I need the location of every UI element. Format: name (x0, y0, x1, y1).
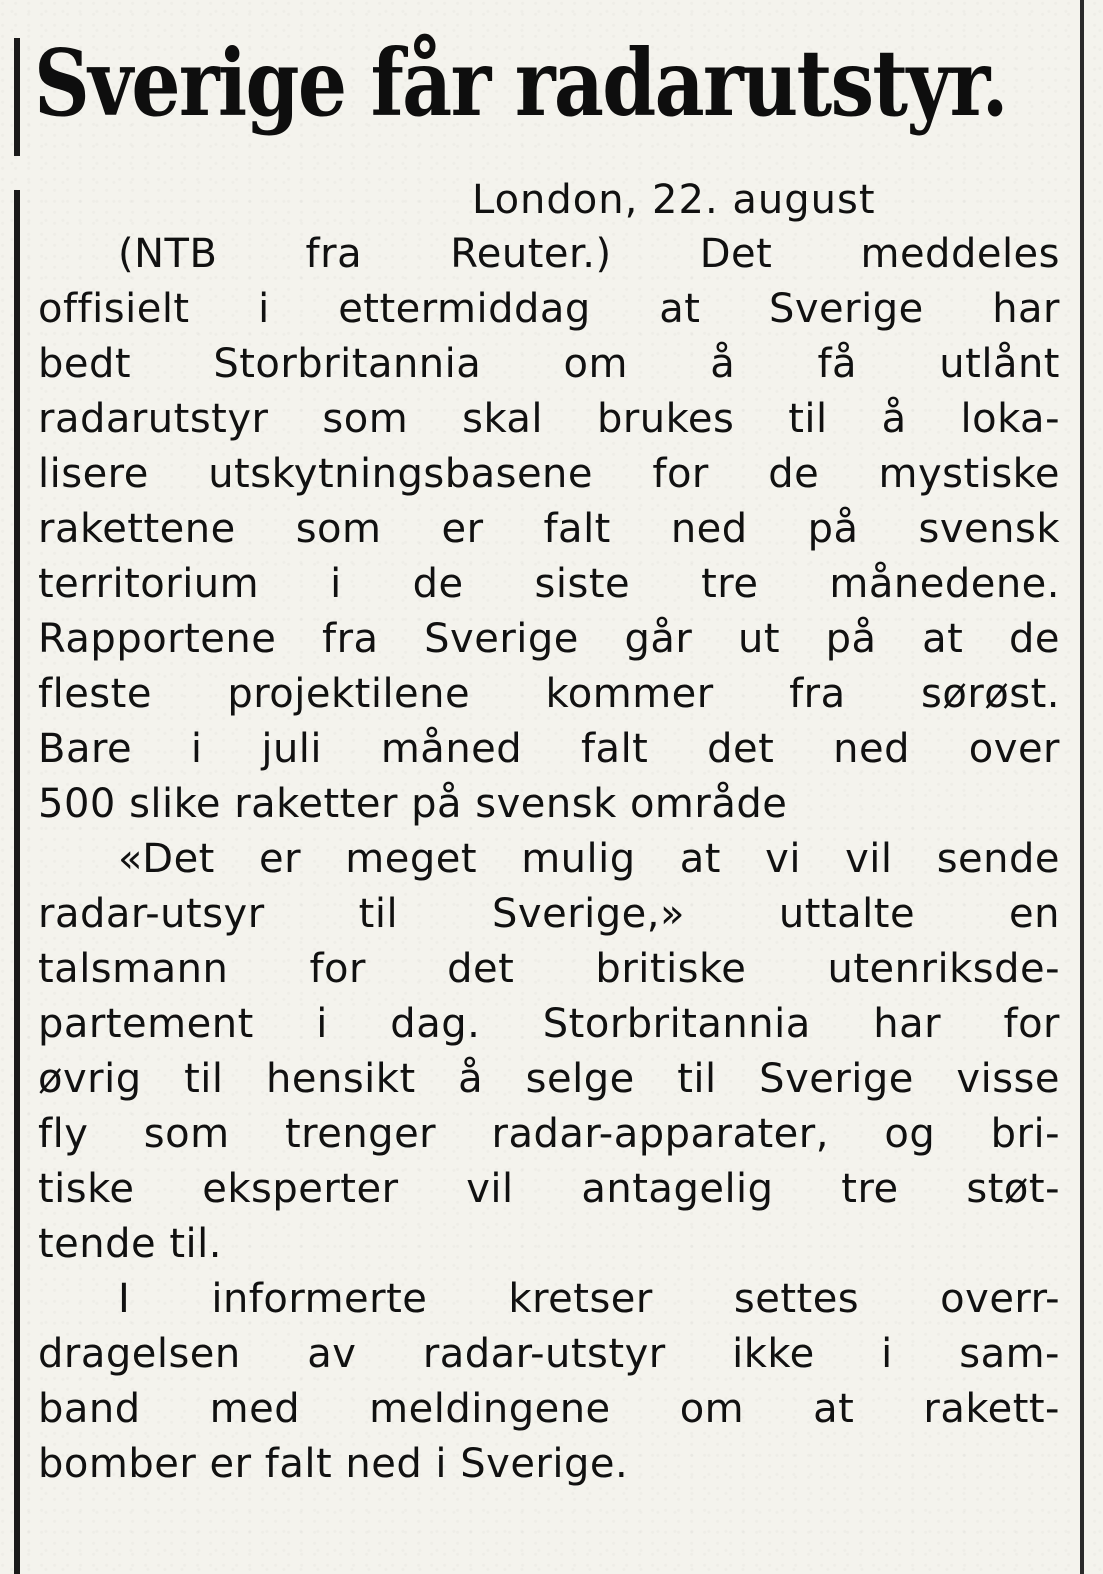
article-line: radar-utsyr til Sverige,» uttalte en (38, 891, 1060, 937)
article-line: «Det er meget mulig at vi vil sende (118, 836, 1060, 882)
article-line: (NTB fra Reuter.) Det meddeles (118, 231, 1060, 277)
article-line: band med meldingene om at rakett- (38, 1386, 1060, 1432)
article-line: bomber er falt ned i Sverige. (38, 1441, 629, 1487)
article-line: tende til. (38, 1221, 222, 1267)
column-rule-left (14, 190, 20, 1574)
article-line: fly som trenger radar-apparater, og bri- (38, 1111, 1060, 1157)
article-line: territorium i de siste tre månedene. (38, 561, 1060, 607)
article-line: radarutstyr som skal brukes til å loka- (38, 396, 1060, 442)
article-line: partement i dag. Storbritannia har for (38, 1001, 1060, 1047)
article-line: lisere utskytningsbasene for de mystiske (38, 451, 1060, 497)
column-rule-left-top (14, 38, 20, 156)
column-rule-right (1080, 0, 1084, 1574)
article-line: tiske eksperter vil antagelig tre støt- (38, 1166, 1060, 1212)
article-line: Bare i juli måned falt det ned over (38, 726, 1060, 772)
article-line: Rapportene fra Sverige går ut på at de (38, 616, 1060, 662)
article-line: fleste projektilene kommer fra sørøst. (38, 671, 1060, 717)
article-line: offisielt i ettermiddag at Sverige har (38, 286, 1060, 332)
article-line: 500 slike raketter på svensk område (38, 781, 788, 827)
article-line: bedt Storbritannia om å få utlånt (38, 341, 1060, 387)
article-line: øvrig til hensikt å selge til Sverige visse (38, 1056, 1060, 1102)
article-body (38, 227, 1060, 1492)
article-line: dragelsen av radar-utstyr ikke i sam- (38, 1331, 1060, 1377)
headline: Sverige får radarutstyr. (34, 29, 1007, 137)
article-line: talsmann for det britiske utenriksde- (38, 946, 1060, 992)
article-line: I informerte kretser settes overr- (118, 1276, 1060, 1322)
dateline: London, 22. august (472, 177, 876, 223)
article-line: rakettene som er falt ned på svensk (38, 506, 1060, 552)
